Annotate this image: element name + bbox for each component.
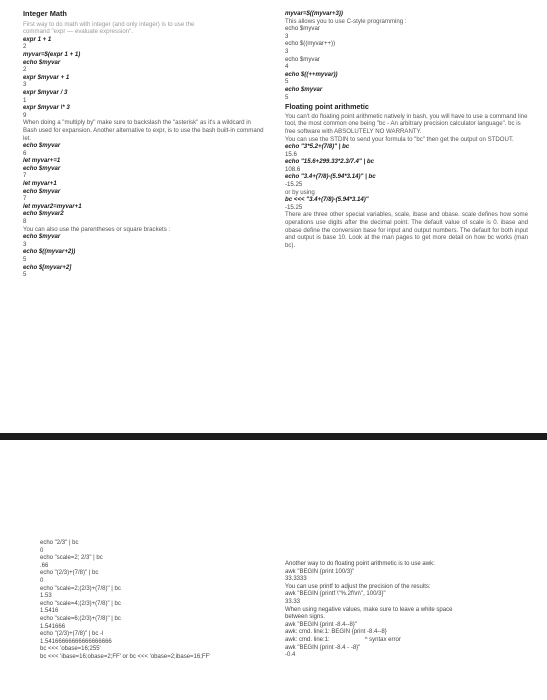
text-line: When using negative values, make sure to leave a white space (285, 606, 453, 613)
text-line: command "expr — evaluate expression". (23, 28, 134, 36)
text-line: You can't do floating point arithmetic natively in bash, you will have to use a command line tool, the most common one being "bc - An arbitrary precision calculator language". bc is free software with ABSOLUTELY NO WARRANTY. (285, 112, 528, 135)
text-line: awk "BEGIN {printf \"%.2f\\n\", 100/3}" (285, 591, 386, 598)
code-line: expr $myvar / 3 (23, 88, 68, 96)
code-line: echo $myvar (23, 233, 61, 241)
text-line: 5 (23, 271, 27, 279)
text-line: 2 (23, 43, 27, 51)
code-line: echo $myvar (23, 164, 61, 172)
text-line: bc <<< 'ibase=16;obase=2;FF' or bc <<< 'obase=2;ibase=16;FF' (40, 653, 211, 660)
code-line: expr $myvar + 1 (23, 73, 70, 81)
page1-left-column (23, 10, 266, 279)
text-line: 1.541666 (40, 623, 66, 630)
text-line: 3 (23, 81, 27, 89)
code-line: echo $[myvar+2] (23, 263, 72, 271)
text-line: awk "BEGIN {print 100/3}" (285, 568, 355, 575)
page2-right-column (285, 561, 520, 660)
text-line: -0.4 (285, 652, 296, 659)
code-line: echo $((myvar+2)) (23, 248, 76, 256)
text-line: 5 (285, 93, 289, 101)
text-line: 9 (23, 111, 27, 119)
page1-right-lines (285, 10, 528, 249)
text-line: 7 (23, 195, 27, 203)
code-line: echo "3*5.2+(7/8)" | bc (285, 143, 350, 151)
text-line: 1.5416 (40, 608, 59, 615)
text-line: 3 (285, 47, 289, 55)
text-line: echo "scale=6;(2/3)+(7/8)" | bc (40, 615, 121, 622)
code-line: echo "15.6+299.33*2.3/7.4" | bc (285, 158, 374, 166)
text-line: 5 (285, 78, 289, 86)
text-line: Another way to do floating point arithmetic is to use awk: (285, 561, 435, 567)
text-line: 1 (23, 96, 27, 104)
code-line: echo "3.4+(7/8)-(5.94*3.14)" | bc (285, 173, 376, 181)
code-line: bc <<< "3.4+(7/8)-(5.94*3.14)" (285, 196, 369, 204)
text-line: awk: cmd. line:1: ^ syntax error (285, 636, 401, 643)
code-line: echo $myvar (23, 142, 61, 150)
document-page-2 (0, 440, 547, 700)
code-line: echo $((++myvar)) (285, 70, 338, 78)
text-line: awk: cmd. line:1: BEGIN {print -8.4--8} (285, 629, 387, 636)
text-line: 33.33 (285, 598, 301, 605)
code-line: let myvar+=1 (23, 157, 61, 165)
code-line: echo $myvar2 (23, 210, 64, 218)
text-line: 2 (23, 66, 27, 74)
text-line: You can also use the parentheses or square brackets : (23, 225, 171, 233)
page-separator (0, 433, 547, 440)
text-line: -15.25 (285, 181, 303, 189)
text-line: 108.6 (285, 165, 301, 173)
text-line: 7 (23, 172, 27, 180)
text-line: 8 (23, 218, 27, 226)
text-line: 4 (285, 63, 289, 71)
text-line: echo "scale=2; 2/3" | bc (40, 555, 103, 562)
text-line: echo $myvar (285, 25, 320, 33)
text-line: 15.6 (285, 150, 297, 158)
text-line: echo "scale=2;(2/3)+(7/8)" | bc (40, 585, 121, 592)
text-line: echo $((myvar++)) (285, 40, 336, 48)
text-line: First way to do math with integer (and only integer) is to use the (23, 20, 195, 28)
text-line: echo "scale=4;(2/3)+(7/8)" | bc (40, 600, 121, 607)
text-line: or by using (285, 188, 315, 196)
code-line: let myvar+1 (23, 180, 57, 188)
text-line: echo $myvar (285, 55, 320, 63)
text-line: There are three other special variables, scale, ibase and obase. scale defines how some operations use digits after the decimal point. The default value of scale is 0. ibase and obase define the conversion base for input and output numbers. The default for both input and output is base 10. Look at the man pages to get more detail on how bc works (man bc). (285, 211, 528, 249)
page1-left-lines (23, 21, 266, 279)
text-line: echo "2/3" | bc (40, 540, 79, 546)
text-line: echo "(2/3)+(7/8)" | bc -l (40, 631, 104, 638)
text-line: 5 (23, 256, 27, 263)
text-line: 1.53 (40, 593, 52, 600)
text-line: 3 (285, 32, 289, 40)
text-line: 3 (23, 240, 27, 248)
text-line: When doing a "multiply by" make sure to backslash the "asterisk" as it's a wildcard in Bash used for expansion. Another alternative to expr, is to use the bash built-in command let. (23, 119, 264, 142)
code-line: expr $myvar \* 3 (23, 104, 70, 112)
text-line: 0 (40, 577, 44, 584)
section-heading: Floating point arithmetic (285, 102, 369, 112)
text-line: You can use printf to adjust the precision of the results: (285, 583, 431, 590)
text-line: bc <<< 'obase=16;255' (40, 646, 101, 653)
page1-right-column (285, 10, 528, 249)
text-line: You can use the STDIN to send your formula to "bc" then get the output on STDOUT. (285, 135, 514, 143)
page2-left-column (40, 540, 270, 662)
text-line: .66 (40, 562, 49, 569)
code-line: myvar=$(expr 1 + 1) (23, 50, 81, 58)
text-line: between signs. (285, 614, 326, 621)
code-line: echo $myvar (23, 58, 61, 66)
code-line: echo $myvar (23, 187, 61, 195)
code-line: echo $myvar (285, 85, 323, 93)
text-line: awk "BEGIN {print -8.4--8}" (285, 621, 357, 628)
text-line: echo "(2/3)+(7/8)" | bc (40, 570, 99, 577)
code-line: myvar=$((myvar+3)) (285, 10, 343, 17)
text-line: 33.3333 (285, 576, 307, 583)
text-line: This allows you to use C-style programming : (285, 17, 407, 25)
text-line: -15.25 (285, 203, 303, 211)
section-title-integer-math: Integer Math (23, 9, 67, 18)
code-line: expr 1 + 1 (23, 35, 52, 43)
text-line: awk "BEGIN {print -8.4 - -8}" (285, 644, 361, 651)
text-line: 6 (23, 149, 27, 157)
code-line: let myvar2=myvar+1 (23, 202, 82, 210)
text-line: 0 (40, 547, 44, 554)
text-line: 1.54166666666666666666 (40, 638, 112, 645)
